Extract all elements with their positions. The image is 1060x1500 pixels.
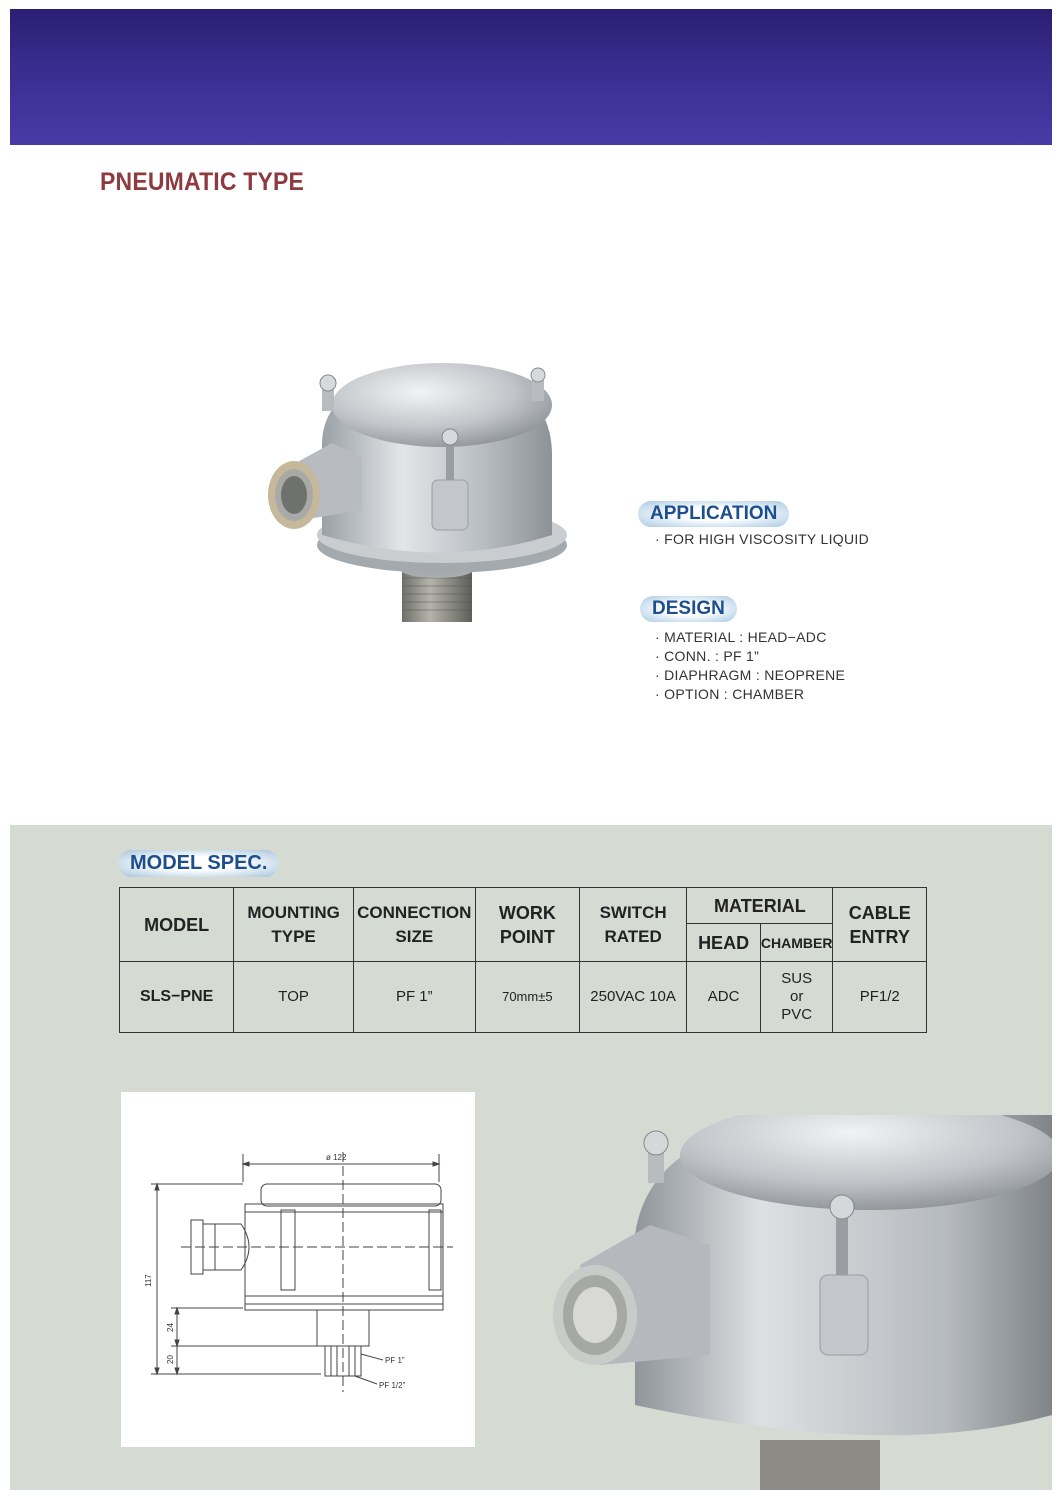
model-spec-heading: MODEL SPEC.: [118, 850, 279, 877]
header-material: MATERIAL: [687, 888, 833, 924]
list-item: · OPTION : CHAMBER: [655, 686, 805, 702]
header-connection-size: CONNECTION SIZE: [353, 888, 475, 962]
header-mounting-type: MOUNTING TYPE: [234, 888, 354, 962]
header-cable-entry: CABLE ENTRY: [833, 888, 927, 962]
header-band: [10, 9, 1052, 145]
application-heading: APPLICATION: [638, 501, 789, 527]
dim-20: 20: [166, 1355, 175, 1364]
dim-diameter: ø 122: [326, 1153, 347, 1162]
cell-work-point: 70mm±5: [475, 962, 579, 1033]
list-item: · MATERIAL : HEAD−ADC: [655, 629, 827, 645]
page-title: PNEUMATIC TYPE: [100, 168, 305, 196]
header-chamber: CHAMBER: [760, 924, 833, 962]
header-model: MODEL: [120, 888, 234, 962]
cell-head: ADC: [687, 962, 761, 1033]
dim-pf1: PF 1”: [385, 1356, 405, 1365]
design-list: [655, 628, 845, 704]
cell-mounting: TOP: [234, 962, 354, 1033]
dimension-drawing: [121, 1092, 475, 1447]
cell-model: SLS−PNE: [120, 962, 234, 1033]
cell-cable-entry: PF1/2: [833, 962, 927, 1033]
header-work-point: WORK POINT: [475, 888, 579, 962]
design-heading: DESIGN: [640, 596, 737, 622]
product-closeup-photo: [540, 1115, 1052, 1490]
application-list: [655, 530, 869, 549]
dim-height: 117: [144, 1274, 153, 1287]
dim-pf12: PF 1/2”: [379, 1381, 406, 1390]
header-switch-rated: SWITCH RATED: [579, 888, 686, 962]
dim-24: 24: [166, 1323, 175, 1332]
cell-connection: PF 1”: [353, 962, 475, 1033]
list-item: · CONN. : PF 1”: [655, 648, 760, 664]
spec-table: [119, 887, 927, 1033]
product-photo: [262, 345, 582, 645]
cell-switch-rated: 250VAC 10A: [579, 962, 686, 1033]
list-item: · DIAPHRAGM : NEOPRENE: [655, 667, 846, 683]
list-item: · FOR HIGH VISCOSITY LIQUID: [655, 531, 869, 547]
cell-chamber: SUS or PVC: [760, 962, 833, 1033]
header-head: HEAD: [687, 924, 761, 962]
